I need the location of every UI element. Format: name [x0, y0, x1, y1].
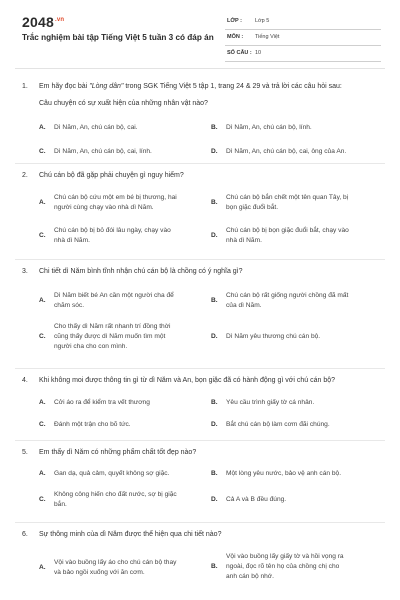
option-a[interactable] [39, 291, 209, 313]
option-text-line: Không công hiến cho đất nước, sợ bị giặc [54, 491, 177, 498]
question-number: 5. [22, 449, 28, 456]
question-subtext: Câu chuyện có sự xuất hiện của những nhân vật nào? [39, 100, 208, 107]
question-divider [15, 522, 385, 523]
option-a[interactable] [39, 558, 209, 580]
question-divider [15, 368, 385, 369]
info-label: MÔN : [227, 34, 244, 40]
sheet-title: Trắc nghiệm bài tập Tiếng Việt 5 tuần 3 có đáp án [22, 33, 214, 42]
option-text: Dì Năm, An, chú cán bộ, cai. [54, 124, 138, 131]
header-divider [15, 68, 385, 69]
option-letter: A. [39, 470, 46, 477]
option-letter: A. [39, 564, 46, 571]
option-letter: B. [211, 199, 218, 206]
question-divider [15, 163, 385, 164]
option-text: Gan dạ, quả cảm, quyết không sợ giặc. [54, 470, 170, 477]
option-text-line: người cùng chạy vào nhà dì Năm. [54, 204, 154, 211]
question-number: 3. [22, 268, 28, 275]
option-text-line: ngoài, đọc rõ tên họ của chồng chị cho [226, 563, 340, 570]
question-text-title: "Lòng dân" [89, 83, 124, 90]
option-text: Yêu cầu trình giấy tờ cá nhân. [226, 399, 315, 406]
option-text-line: nhà dì Năm. [226, 237, 262, 244]
question-text: Chú cán bộ đã gặp phải chuyện gì nguy hiểm? [39, 172, 184, 179]
option-text: Dì Năm, An, chú cán bộ, lính. [226, 124, 312, 131]
option-text-line: chăm sóc. [54, 302, 85, 309]
info-row-count [225, 47, 381, 62]
option-letter: A. [39, 124, 46, 131]
option-text-line: Chú cán bộ bắn chết một tên quan Tây, bị [226, 194, 349, 201]
option-letter: A. [39, 399, 46, 406]
option-letter: A. [39, 199, 46, 206]
question-text-pre: Em hãy đọc bài [39, 83, 90, 90]
info-row-subject [225, 31, 381, 46]
option-text-line: Vội vào buồng lấy giấy tờ và hồi vọng ra [226, 553, 344, 560]
option-letter: B. [211, 399, 218, 406]
sheet-info [225, 15, 381, 63]
option-letter: A. [39, 297, 46, 304]
option-text-line: Dì Năm biết bé An cần một người cha để [54, 292, 174, 299]
logo-suffix: .vn [54, 17, 65, 24]
question-text: Sự thông minh của dì Năm được thể hiện qua chi tiết nào? [39, 531, 222, 538]
option-letter: D. [211, 421, 218, 428]
option-text: Một lòng yêu nước, bảo vệ anh cán bộ. [226, 470, 342, 477]
question-divider [15, 440, 385, 441]
option-letter: D. [211, 232, 218, 239]
option-text: Đánh một trận cho bõ tức. [54, 421, 131, 428]
option-text-line: người cha cho con mình. [54, 343, 128, 350]
option-text-line: nhà dì Năm. [54, 237, 90, 244]
option-text: Cởi áo ra để kiểm tra vết thương [54, 399, 150, 406]
option-text-line: Cho thấy dì Năm rất nhanh trí đồng thời [54, 323, 171, 330]
site-logo[interactable] [22, 14, 64, 30]
option-text-line: cũng thấy được dì Năm muốn tìm một [54, 333, 166, 340]
question-number: 1. [22, 83, 28, 90]
option-text-line: của dì Năm. [226, 302, 262, 309]
page-header [0, 0, 400, 66]
option-letter: B. [211, 297, 218, 304]
option-b[interactable] [211, 291, 386, 313]
option-letter: C. [39, 333, 46, 340]
question-number: 6. [22, 531, 28, 538]
option-text-line: Chú cán bộ bị bỏ đói lâu ngày, chạy vào [54, 227, 171, 234]
question-text: Chi tiết dì Năm bình tĩnh nhận chú cán bộ là chồng có ý nghĩa gì? [39, 268, 243, 275]
option-letter: D. [211, 148, 218, 155]
question-text [39, 82, 379, 91]
option-letter: B. [211, 124, 218, 131]
option-text: Cả A và B đều đúng. [226, 496, 287, 503]
question-divider [15, 259, 385, 260]
option-letter: C. [39, 496, 46, 503]
option-c[interactable] [39, 490, 209, 512]
info-label: LỚP : [227, 18, 242, 24]
option-text-line: và bảo ngồi xuống với ăn cơm. [54, 569, 145, 576]
option-text: Dì Năm, An, chú cán bộ, cai, lính. [54, 148, 152, 155]
option-text-line: bọn giặc đuổi bắt. [226, 204, 279, 211]
option-b[interactable] [211, 193, 386, 215]
question-text-post: trong SGK Tiếng Việt 5 tập 1, trang 24 & 29 và trả lời các câu hỏi sau: [123, 83, 342, 90]
option-text: Dì Năm yêu thương chú cán bộ. [226, 333, 321, 340]
option-text-line: anh cán bộ nhớ. [226, 573, 274, 580]
option-b[interactable] [211, 552, 386, 584]
option-letter: C. [39, 232, 46, 239]
option-letter: D. [211, 333, 218, 340]
option-text-line: Vội vào buồng lấy áo cho chú cán bộ thay [54, 559, 177, 566]
question-text: Em thấy dì Năm có những phẩm chất tốt đẹp nào? [39, 449, 197, 456]
logo-text: 2048 [22, 14, 54, 30]
option-text-line: Chú cán bộ cứu một em bé bị thương, hai [54, 194, 177, 201]
info-value: Tiếng Việt [255, 34, 280, 40]
option-letter: C. [39, 148, 46, 155]
option-letter: D. [211, 496, 218, 503]
option-c[interactable] [39, 226, 209, 248]
option-letter: B. [211, 470, 218, 477]
option-c[interactable] [39, 322, 209, 354]
option-letter: C. [39, 421, 46, 428]
option-a[interactable] [39, 193, 209, 215]
option-text-line: bắn. [54, 501, 67, 508]
option-letter: B. [211, 563, 218, 570]
question-number: 2. [22, 172, 28, 179]
info-label: SỐ CÂU : [227, 50, 252, 56]
question-number: 4. [22, 377, 28, 384]
info-value: 10 [255, 50, 262, 56]
question-text: Khi không moi được thông tin gì từ dì Năm và An, bọn giặc đã có hành động gì với chú cán bộ? [39, 377, 336, 384]
option-text-line: Chú cán bộ rất giống người chồng đã mất [226, 292, 349, 299]
info-row-class [225, 15, 381, 30]
option-text: Bắt chú cán bộ làm cơm đãi chúng. [226, 421, 330, 428]
option-d[interactable] [211, 226, 386, 248]
info-value: Lớp 5 [255, 18, 270, 24]
option-text: Dì Năm, An, chú cán bộ, cai, ông của An. [226, 148, 347, 155]
option-text-line: Chú cán bộ bị bọn giặc đuổi bắt, chạy vào [226, 227, 349, 234]
